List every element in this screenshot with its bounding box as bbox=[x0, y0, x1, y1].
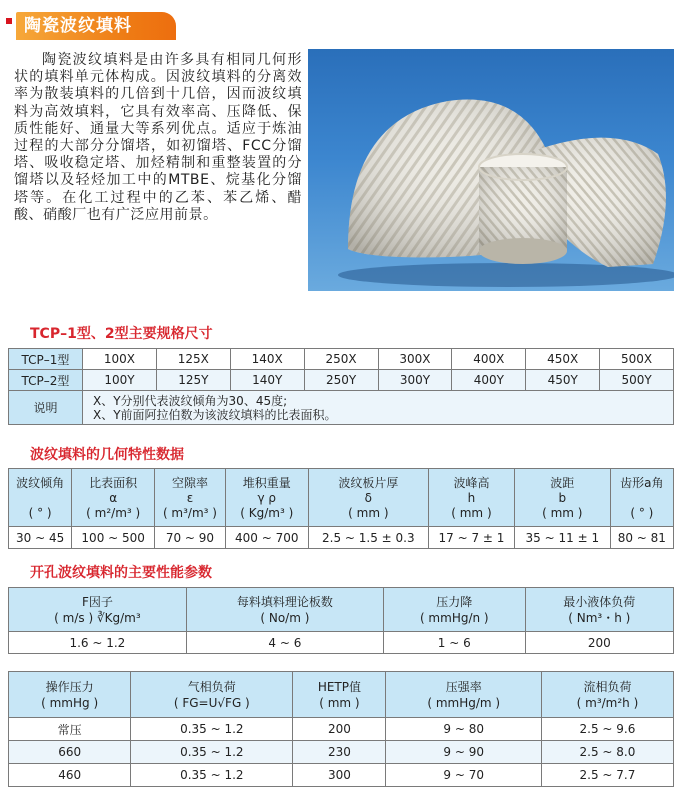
column-header: F因子 ( m/s ) ∛Kg/m³ bbox=[9, 588, 187, 632]
table-cell: 常压 bbox=[9, 718, 131, 741]
table-cell: 500Y bbox=[600, 370, 674, 391]
table-cell: 460 bbox=[9, 764, 131, 787]
column-header: 波纹倾角 ( ° ) bbox=[9, 469, 72, 527]
section-header bbox=[6, 12, 182, 40]
table-cell: 450Y bbox=[526, 370, 600, 391]
intro-paragraph bbox=[14, 52, 302, 224]
table-header-row bbox=[9, 469, 674, 527]
table-cell: 80 ~ 81 bbox=[610, 527, 673, 549]
table-row bbox=[9, 741, 674, 764]
table-cell: 450X bbox=[526, 349, 600, 370]
table-cell: 400 ~ 700 bbox=[225, 527, 308, 549]
table-cell: 125Y bbox=[156, 370, 230, 391]
table-cell: 0.35 ~ 1.2 bbox=[131, 764, 293, 787]
column-header: 每料填料理论板数 ( No/m ) bbox=[186, 588, 383, 632]
table-cell: 0.35 ~ 1.2 bbox=[131, 741, 293, 764]
table-cell: 1.6 ~ 1.2 bbox=[9, 632, 187, 654]
row-label: TCP–1型 bbox=[9, 349, 83, 370]
note-cell bbox=[83, 391, 674, 425]
column-header: 流相负荷 ( m³/m²h ) bbox=[541, 672, 673, 718]
ceramic-packing-illustration bbox=[308, 49, 674, 291]
table-header-row bbox=[9, 588, 674, 632]
column-header: 压力降 ( mmHg/n ) bbox=[383, 588, 525, 632]
table-cell: 35 ~ 11 ± 1 bbox=[514, 527, 610, 549]
table-row bbox=[9, 349, 674, 370]
table-cell: 1 ~ 6 bbox=[383, 632, 525, 654]
table-cell: 9 ~ 80 bbox=[386, 718, 541, 741]
geometry-table bbox=[8, 468, 674, 549]
table-row bbox=[9, 718, 674, 741]
table-cell: 2.5 ~ 9.6 bbox=[541, 718, 673, 741]
column-header: 波峰高 h ( mm ) bbox=[428, 469, 514, 527]
table-cell: 300X bbox=[378, 349, 452, 370]
table-row bbox=[9, 527, 674, 549]
column-header: 最小液体负荷 ( Nm³・h ) bbox=[525, 588, 673, 632]
table-cell: 660 bbox=[9, 741, 131, 764]
column-header: 波纹板片厚 δ ( mm ) bbox=[308, 469, 428, 527]
column-header: HETP值 ( mm ) bbox=[293, 672, 386, 718]
table-cell: 140X bbox=[230, 349, 304, 370]
table-cell: 250Y bbox=[304, 370, 378, 391]
table-cell: 4 ~ 6 bbox=[186, 632, 383, 654]
row-label: TCP–2型 bbox=[9, 370, 83, 391]
column-header: 操作压力 ( mmHg ) bbox=[9, 672, 131, 718]
spec-table bbox=[8, 348, 674, 425]
table-cell: 140Y bbox=[230, 370, 304, 391]
column-header: 齿形a角 ( ° ) bbox=[610, 469, 673, 527]
column-header: 压强率 ( mmHg/m ) bbox=[386, 672, 541, 718]
geometry-table-title: 波纹填料的几何特性数据 bbox=[30, 447, 184, 463]
table-cell: 100Y bbox=[83, 370, 157, 391]
table-cell: 400X bbox=[452, 349, 526, 370]
table-row bbox=[9, 764, 674, 787]
table-cell: 125X bbox=[156, 349, 230, 370]
table-cell: 70 ~ 90 bbox=[155, 527, 226, 549]
table-header-row bbox=[9, 672, 674, 718]
table-cell: 230 bbox=[293, 741, 386, 764]
column-header: 空隙率 ε ( m³/m³ ) bbox=[155, 469, 226, 527]
table-cell: 200 bbox=[293, 718, 386, 741]
table-cell: 2.5 ~ 8.0 bbox=[541, 741, 673, 764]
table-cell: 300Y bbox=[378, 370, 452, 391]
table-cell: 30 ~ 45 bbox=[9, 527, 72, 549]
table-cell: 0.35 ~ 1.2 bbox=[131, 718, 293, 741]
table-cell: 9 ~ 70 bbox=[386, 764, 541, 787]
table-cell: 2.5 ~ 1.5 ± 0.3 bbox=[308, 527, 428, 549]
note-line: X、Y前面阿拉伯数为该波纹填料的比表面积。 bbox=[93, 407, 337, 422]
product-photo bbox=[308, 49, 674, 291]
perf-table-title: 开孔波纹填料的主要性能参数 bbox=[30, 565, 212, 581]
column-header: 堆积重量 γ ρ ( Kg/m³ ) bbox=[225, 469, 308, 527]
table-cell: 500X bbox=[600, 349, 674, 370]
perf-table bbox=[8, 587, 674, 654]
table-row bbox=[9, 370, 674, 391]
page-title: 陶瓷波纹填料 bbox=[16, 12, 176, 40]
red-square-bullet bbox=[6, 18, 12, 24]
table-cell: 200 bbox=[525, 632, 673, 654]
intro-text: 陶瓷波纹填料是由许多具有相同几何形状的填料单元体构成。因波纹填料的分离效率为散装填料的几倍到十几倍，因而波纹填料为高效填料，它具有效率高、压降低、保质性能好、通量大等系列优点。适应于炼油过程的大部分分馏塔，如初馏塔、FCC分馏塔、吸收稳定塔、加烃精制和重整装置的分馏塔以及轻烃加工中的MTBE、烷基化分馏塔等。在化工过程中的乙苯、苯乙烯、醋酸、硝酸厂也有广泛应用前景。 bbox=[14, 52, 302, 223]
column-header: 气相负荷 ( FG=U√FG ) bbox=[131, 672, 293, 718]
table-row bbox=[9, 632, 674, 654]
column-header: 比表面积 α ( m²/m³ ) bbox=[72, 469, 155, 527]
table-cell: 2.5 ~ 7.7 bbox=[541, 764, 673, 787]
spec-table-title: TCP–1型、2型主要规格尺寸 bbox=[30, 326, 213, 342]
table-cell: 300 bbox=[293, 764, 386, 787]
table-cell: 9 ~ 90 bbox=[386, 741, 541, 764]
column-header: 波距 b ( mm ) bbox=[514, 469, 610, 527]
note-line: X、Y分别代表波纹倾角为30、45度; bbox=[93, 393, 288, 408]
operation-table bbox=[8, 671, 674, 787]
row-label: 说明 bbox=[9, 391, 83, 425]
table-cell: 17 ~ 7 ± 1 bbox=[428, 527, 514, 549]
table-cell: 100 ~ 500 bbox=[72, 527, 155, 549]
table-cell: 100X bbox=[83, 349, 157, 370]
table-cell: 250X bbox=[304, 349, 378, 370]
table-row bbox=[9, 391, 674, 425]
table-cell: 400Y bbox=[452, 370, 526, 391]
